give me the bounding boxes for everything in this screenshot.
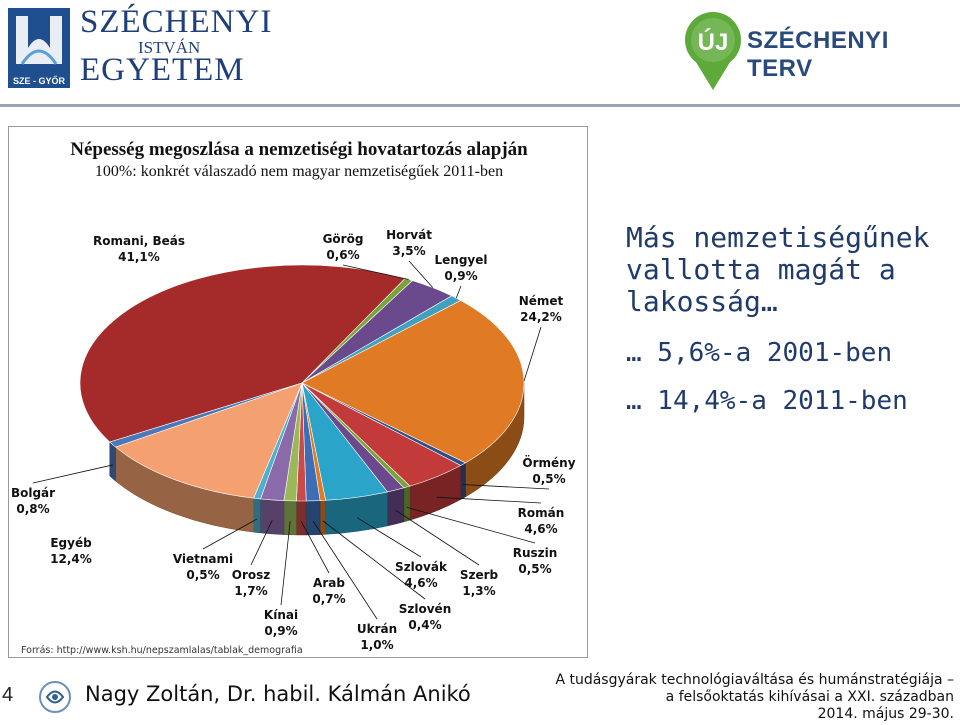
slice-name-label-3: Lengyel: [434, 253, 488, 267]
leader-line-7: [407, 507, 535, 543]
slice-name-label-12: Arab: [313, 576, 345, 590]
slice-value-label-7: 0,5%: [518, 562, 552, 576]
slice-value-label-17: 0,8%: [16, 502, 50, 516]
slice-name-label-7: Ruszin: [512, 546, 558, 560]
author-names: Nagy Zoltán, Dr. habil. Kálmán Anikó: [85, 682, 471, 706]
chart-subtitle: 100%: konkrét válaszadó nem magyar nemzetiségűek 2011-ben: [94, 163, 504, 180]
pie-side-14: [260, 499, 283, 535]
slice-name-label-15: Vietnami: [172, 552, 234, 566]
slice-name-label-0: Romani, Beás: [92, 234, 186, 248]
slice-value-label-1: 0,6%: [326, 248, 360, 262]
slice-name-label-5: Örmény: [522, 456, 576, 470]
szechenyi-terv-text: SZÉCHENYI TERV: [747, 27, 889, 82]
pie-side-12: [296, 501, 306, 535]
slice-name-label-2: Horvát: [386, 228, 432, 242]
szechenyi-terv-logo: [683, 10, 743, 92]
slice-name-label-1: Görög: [322, 232, 364, 246]
conference-date: 2014. május 29-30.: [817, 706, 954, 722]
slice-value-label-14: 1,7%: [234, 584, 268, 598]
university-name: [80, 6, 272, 87]
pie-side-15: [254, 498, 261, 533]
university-line-2: ISTVÁN: [138, 38, 201, 57]
slice-value-label-0: 41,1%: [118, 250, 160, 264]
slice-name-label-9: Szlovák: [395, 560, 447, 574]
university-logo: [8, 8, 70, 88]
chart-title: Népesség megoszlása a nemzetiségi hovatartozás alapján: [70, 139, 528, 160]
right-heading: Más nemzetiségűnek vallotta magát a lakosság…: [626, 221, 930, 318]
slice-value-label-2: 3,5%: [392, 244, 426, 258]
pie-side-11: [306, 501, 320, 535]
conference-line-2: a felsőoktatás kihívásai a XXI. században: [665, 689, 954, 705]
header-divider: [0, 104, 960, 107]
conference-line-1: A tudásgyárak technológiaváltása és humánstratégiája –: [555, 672, 954, 688]
slice-name-label-11: Ukrán: [356, 622, 398, 636]
pie-side-13: [284, 501, 297, 535]
pie-side-10: [320, 500, 326, 534]
slice-value-label-12: 0,7%: [312, 592, 346, 606]
slice-value-label-13: 0,9%: [264, 624, 298, 638]
slice-name-label-16: Egyéb: [50, 536, 92, 550]
slice-name-label-6: Román: [517, 506, 565, 520]
slice-value-label-15: 0,5%: [186, 568, 220, 582]
slice-value-label-6: 4,6%: [524, 522, 558, 536]
conference-info: [555, 672, 954, 723]
slice-name-label-17: Bolgár: [10, 486, 56, 500]
pie-chart: [9, 127, 587, 657]
slice-value-label-9: 4,6%: [404, 576, 438, 590]
right-line-2001: … 5,6%-a 2001-ben: [626, 338, 893, 368]
slice-name-label-10: Szlovén: [398, 602, 452, 616]
footer-logo-icon: [38, 680, 72, 714]
chart-frame: [8, 126, 588, 658]
slice-value-label-5: 0,5%: [532, 472, 566, 486]
slice-value-label-8: 1,3%: [462, 584, 496, 598]
right-line-2011: … 14,4%-a 2011-ben: [626, 386, 908, 416]
svg-text:SZE - GYŐR: SZE - GYŐR: [12, 76, 66, 86]
pie-side-17: [110, 442, 116, 481]
source-note: Forrás: http://www.ksh.hu/nepszamlalas/tablak_demografia: [21, 645, 303, 656]
slice-value-label-11: 1,0%: [360, 638, 394, 652]
slice-value-label-10: 0,4%: [408, 618, 442, 632]
slice-value-label-16: 12,4%: [50, 552, 92, 566]
university-line-3: EGYETEM: [80, 52, 245, 88]
svg-text:ÚJ: ÚJ: [697, 29, 729, 56]
slice-value-label-3: 0,9%: [444, 269, 478, 283]
pie-side-5: [461, 463, 466, 500]
slice-value-label-4: 24,2%: [520, 310, 562, 324]
university-line-1: SZÉCHENYI: [80, 4, 273, 40]
page-number: 4: [2, 684, 14, 706]
slice-name-label-13: Kínai: [263, 608, 299, 622]
leader-line-17: [33, 465, 113, 483]
leader-line-4: [524, 327, 541, 381]
slice-name-label-8: Szerb: [459, 568, 499, 582]
slice-name-label-14: Orosz: [231, 568, 271, 582]
leader-line-8: [396, 510, 479, 565]
pie-side-8: [387, 488, 403, 526]
slice-name-label-4: Német: [518, 294, 564, 308]
leader-line-3: [456, 286, 461, 298]
